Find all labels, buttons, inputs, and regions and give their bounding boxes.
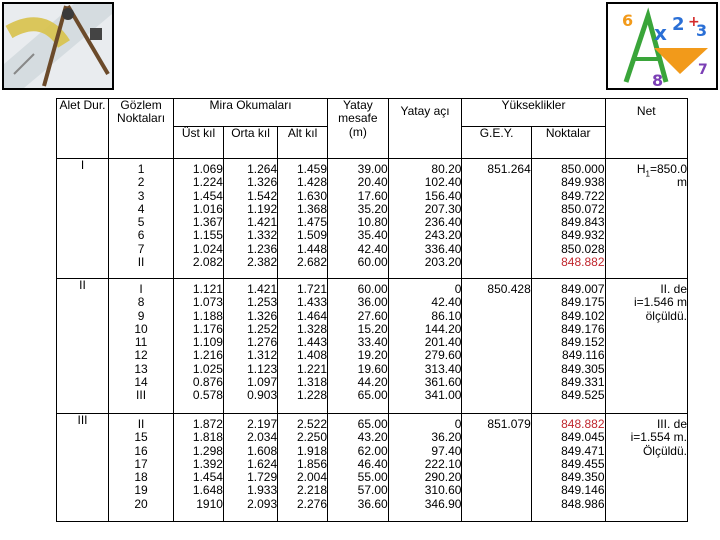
mesafe-col [328,159,389,279]
point: 2 [137,175,145,190]
aci-value: 243.20 [424,228,462,243]
mesafe-value: 65.00 [357,417,388,431]
mesafe-value: 43.20 [357,430,388,445]
noktalar-col [531,414,605,522]
mesafe-value: 35.40 [357,228,388,243]
aci-value: 361.60 [424,375,462,390]
ust-value: 1.648 [192,483,223,498]
aci-value: 236.40 [424,215,462,230]
points-col [109,279,174,414]
math-logo [606,2,718,90]
orta-value: 1.253 [247,295,278,310]
aci-value: 156.40 [424,188,462,203]
aci-col [388,414,462,522]
net-note: i=1.554 m. [630,430,687,445]
header-noktalar: Noktalar [531,127,605,159]
ust-value: 1.176 [192,321,223,336]
orta-value: 1.729 [247,470,278,485]
ust-value: 1910 [196,496,223,511]
net-cell [605,279,687,414]
net-rest: =850.0 [649,162,687,176]
station-name: III [57,414,109,522]
alt-value: 1.228 [296,388,327,403]
aci-col [388,279,462,414]
net-note: i=1.546 m [633,295,687,310]
station-row-3 [57,414,688,522]
aci-value: 80.20 [431,162,462,176]
nokta-value: 849.305 [561,361,605,376]
orta-value: 1.252 [247,321,278,336]
point: 4 [137,201,145,216]
point: 12 [134,348,148,363]
net-cell [605,414,687,522]
orta-col [223,159,277,279]
header-row [57,99,688,127]
mesafe-value: 55.00 [357,470,388,485]
ust-value: 1.016 [192,201,223,216]
aci-value: 313.40 [424,361,462,376]
ust-value: 1.298 [192,443,223,458]
header-orta: Orta kıl [223,127,277,159]
gey-value: 850.428 [487,282,531,296]
header-yatay-aci: Yatay açı [388,99,462,159]
net-note: ölçüldü. [645,308,687,323]
ust-value: 1.069 [192,162,223,176]
ust-value: 1.454 [192,470,223,485]
alt-value: 1.408 [296,348,327,363]
orta-value: 1.236 [247,241,278,256]
aci-value: 0 [454,417,462,431]
nokta-value: 849.045 [561,430,605,445]
ust-value: 1.188 [192,308,223,323]
alt-value: 2.682 [296,255,327,270]
aci-value: 102.40 [424,175,462,190]
ust-value: 1.155 [192,228,223,243]
mesafe-value: 46.40 [357,456,388,471]
net-note: Ölçüldü. [642,443,687,458]
noktalar-col [531,159,605,279]
mesafe-value: 15.20 [357,321,388,336]
orta-value: 1.192 [247,201,278,216]
orta-value: 2.197 [247,417,278,431]
aci-value: 36.20 [431,430,462,445]
mesafe-value: 33.40 [357,335,388,350]
aci-value: 341.00 [424,388,462,403]
mesafe-value: 19.20 [357,348,388,363]
header-yatay-mesafe: Yatay mesafe (m) [328,99,389,159]
mesafe-value: 60.00 [357,255,388,270]
point: 7 [137,241,145,256]
ust-value: 1.224 [192,175,223,190]
alt-value: 2.276 [296,496,327,511]
mesafe-value: 65.00 [357,388,388,403]
net-h: H [636,162,646,176]
header-mira: Mira Okumaları [174,99,328,127]
nokta-value-highlight: 848.882 [561,417,605,431]
aci-value: 0 [454,282,462,296]
orta-value: 1.421 [247,282,278,296]
aci-value: 86.10 [431,308,462,323]
orta-value: 1.123 [247,361,278,376]
nokta-value: 849.146 [561,483,605,498]
ust-value: 1.121 [192,282,223,296]
orta-value: 1.264 [247,162,278,176]
station-name: II [57,279,109,414]
alt-col [278,159,328,279]
ust-value: 1.367 [192,215,223,230]
nokta-value: 850.028 [561,241,605,256]
ust-value: 0.578 [192,388,223,403]
mesafe-value: 36.00 [357,295,388,310]
alt-col [278,414,328,522]
mesafe-col [328,414,389,522]
alt-value: 1.448 [296,241,327,256]
ust-col [174,279,224,414]
aci-value: 279.60 [424,348,462,363]
net-note: II. de [660,282,687,296]
nokta-value: 849.152 [561,335,605,350]
mesafe-col [328,279,389,414]
point: 1 [137,162,145,176]
nokta-value-highlight: 848.882 [561,255,605,270]
ust-col [174,159,224,279]
alt-value: 2.522 [296,417,327,431]
mesafe-value: 44.20 [357,375,388,390]
alt-value: 2.250 [296,430,327,445]
point: 3 [137,188,145,203]
point: II [137,255,145,270]
ust-value: 1.109 [192,335,223,350]
alt-value: 1.428 [296,175,327,190]
net-note: III. de [656,417,687,431]
ust-value: 1.216 [192,348,223,363]
ust-value: 1.073 [192,295,223,310]
point: 14 [134,375,148,390]
nokta-value: 850.072 [561,201,605,216]
point: 15 [134,430,148,445]
point: I [139,282,143,296]
points-col [109,159,174,279]
orta-value: 1.312 [247,348,278,363]
orta-value: 1.276 [247,335,278,350]
net-subscript: 1 [645,169,650,179]
header-alt: Alt kıl [278,127,328,159]
alt-value: 1.328 [296,321,327,336]
alt-value: 1.368 [296,201,327,216]
aci-value: 222.10 [424,456,462,471]
nokta-value: 850.000 [561,162,605,176]
mesafe-value: 39.00 [357,162,388,176]
svg-text:6: 6 [622,11,634,30]
ust-value: 1.818 [192,430,223,445]
nokta-value: 849.116 [562,348,605,363]
orta-value: 0.903 [247,388,278,403]
points-col [109,414,174,522]
header-ust: Üst kıl [174,127,224,159]
aci-value: 97.40 [431,443,462,458]
nokta-value: 849.331 [561,375,605,390]
alt-value: 1.509 [296,228,327,243]
alt-value: 1.459 [296,162,327,176]
mesafe-value: 60.00 [357,282,388,296]
ust-value: 1.024 [192,241,223,256]
alt-value: 1.918 [296,443,327,458]
alt-value: 1.221 [296,361,327,376]
net-note: m [677,175,687,190]
ust-value: 1.025 [192,361,223,376]
nokta-value: 849.176 [561,321,605,336]
mesafe-value: 62.00 [357,443,388,458]
point: III [136,388,147,403]
nokta-value: 849.350 [561,470,605,485]
point: 11 [134,335,148,350]
station-name: I [57,159,109,279]
gey-cell [462,279,531,414]
point: II [137,417,145,431]
orta-value: 2.034 [247,430,278,445]
point: 13 [134,361,148,376]
net-cell [605,159,687,279]
leveling-table [56,98,688,522]
math-symbols-icon [608,4,716,88]
header-gozlem: Gözlem Noktaları [109,99,174,159]
aci-value: 203.20 [424,255,462,270]
nokta-value: 849.938 [561,175,605,190]
point: 17 [134,456,148,471]
alt-col [278,279,328,414]
alt-value: 2.004 [296,470,327,485]
aci-col [388,159,462,279]
aci-value: 144.20 [424,321,462,336]
header-alet: Alet Dur. [57,99,109,159]
alt-value: 1.433 [296,295,327,310]
alt-value: 1.630 [296,188,327,203]
nokta-value: 849.007 [561,282,605,296]
aci-value: 310.60 [424,483,462,498]
mesafe-value: 57.00 [357,483,388,498]
nokta-value: 849.722 [561,188,605,203]
orta-value: 1.933 [247,483,278,498]
svg-text:2: 2 [672,14,685,35]
point: 5 [137,215,145,230]
orta-value: 2.382 [247,255,278,270]
orta-value: 1.624 [247,456,278,471]
ust-value: 0.876 [192,375,223,390]
mesafe-value: 20.40 [357,175,388,190]
station-row-2 [57,279,688,414]
point: 16 [134,443,148,458]
gey-cell [462,414,531,522]
ust-value: 1.454 [192,188,223,203]
point: 20 [134,496,148,511]
orta-value: 1.326 [247,308,278,323]
orta-value: 2.093 [247,496,278,511]
orta-value: 1.608 [247,443,278,458]
mesafe-value: 19.60 [357,361,388,376]
nokta-value: 849.455 [561,456,605,471]
nokta-value: 849.843 [561,215,605,230]
alt-value: 1.443 [296,335,327,350]
gey-value: 851.079 [487,417,531,431]
alt-value: 1.475 [296,215,327,230]
mesafe-value: 27.60 [357,308,388,323]
svg-text:8: 8 [652,71,664,88]
mesafe-value: 17.60 [357,188,388,203]
svg-text:+: + [688,14,700,30]
gey-cell [462,159,531,279]
orta-value: 1.332 [247,228,278,243]
mesafe-value: 10.80 [357,215,388,230]
compass-logo [2,2,114,90]
svg-text:3: 3 [696,21,708,40]
gey-value: 851.264 [487,162,531,176]
orta-value: 1.421 [247,215,278,230]
station-row-1 [57,159,688,279]
point: 6 [137,228,145,243]
orta-value: 1.542 [247,188,278,203]
mesafe-value: 42.40 [357,241,388,256]
aci-value: 207.30 [424,201,462,216]
alt-value: 1.318 [296,375,327,390]
alt-value: 2.218 [296,483,327,498]
aci-value: 201.40 [424,335,462,350]
noktalar-col [531,279,605,414]
nokta-value: 849.471 [561,443,605,458]
aci-value: 346.90 [424,496,462,511]
orta-col [223,414,277,522]
nokta-value: 848.986 [561,496,605,511]
point: 10 [134,321,148,336]
svg-text:7: 7 [698,62,708,78]
orta-col [223,279,277,414]
alt-value: 1.856 [296,456,327,471]
svg-text:x: x [654,21,667,45]
mesafe-value: 36.60 [357,496,388,511]
nokta-value: 849.102 [561,308,605,323]
ust-value: 1.392 [192,456,223,471]
alt-value: 1.721 [296,282,327,296]
ust-value: 2.082 [192,255,223,270]
point: 8 [137,295,145,310]
header-net: Net [605,99,687,159]
aci-value: 290.20 [424,470,462,485]
aci-value: 336.40 [424,241,462,256]
nokta-value: 849.525 [561,388,605,403]
ust-value: 1.872 [192,417,223,431]
nokta-value: 849.932 [561,228,605,243]
orta-value: 1.326 [247,175,278,190]
net-note [606,162,687,179]
alt-value: 1.464 [296,308,327,323]
header-yukseklikler: Yükseklikler [462,99,605,127]
header-gey: G.E.Y. [462,127,531,159]
point: 19 [134,483,148,498]
nokta-value: 849.175 [561,295,605,310]
mesafe-value: 35.20 [357,201,388,216]
point: 18 [134,470,148,485]
point: 9 [137,308,145,323]
compass-icon [4,4,112,88]
aci-value: 42.40 [431,295,462,310]
ust-col [174,414,224,522]
orta-value: 1.097 [247,375,278,390]
